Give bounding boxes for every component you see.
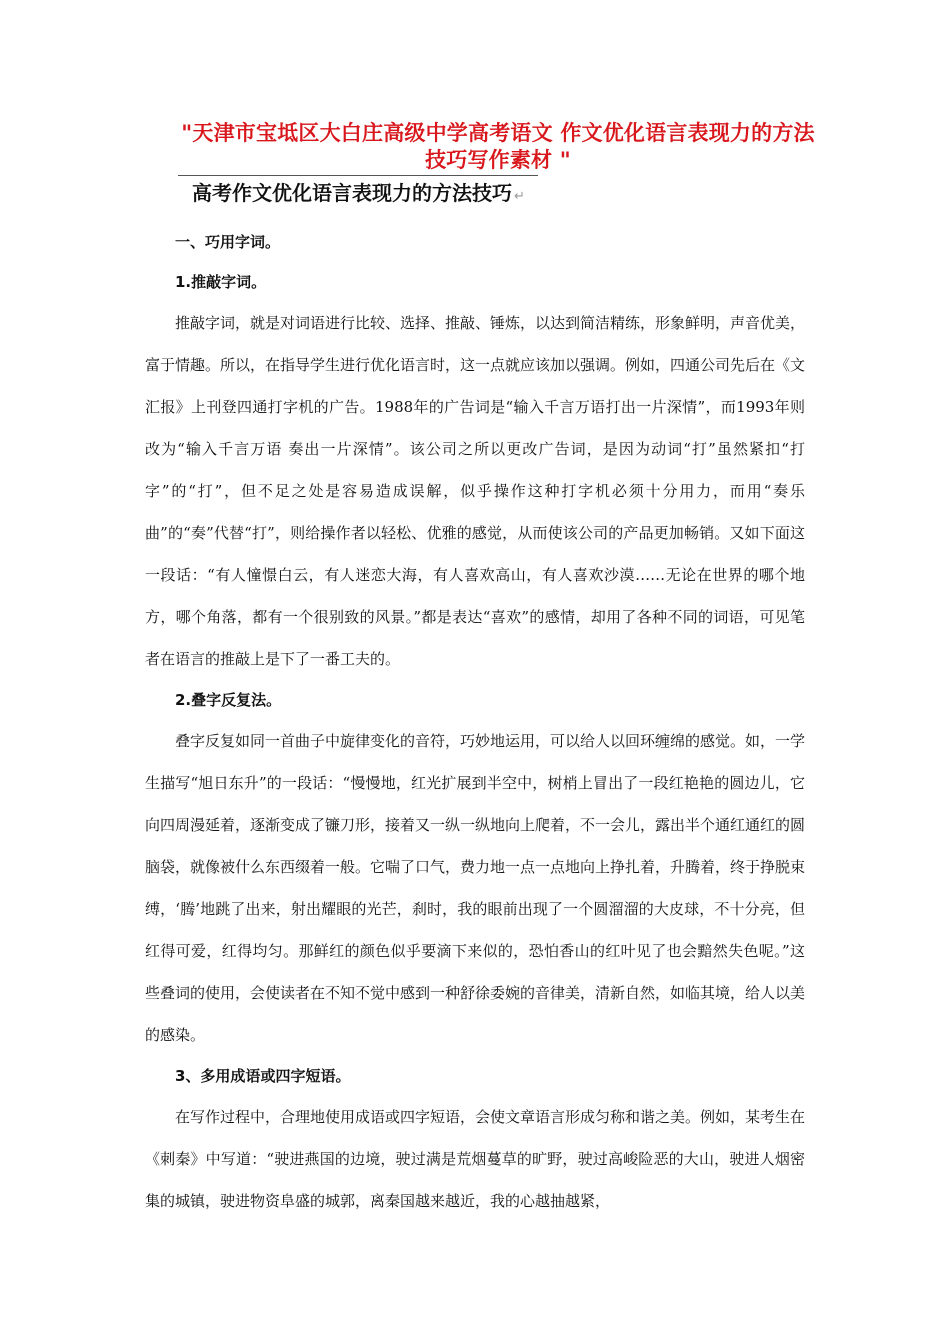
paragraph-2: 叠字反复如同一首曲子中旋律变化的音符，巧妙地运用，可以给人以回环缠绵的感觉。如，一学生描写“旭日东升”的一段话：“慢慢地，红光扩展到半空中，树梢上冒出了一段红艳艳的圆边儿，它向四周漫延着，逐渐变成了镰刀形，接着又一纵一纵地向上爬着，不一会儿，露出半个通红通红的圆脑袋，就像被什么东西缀着一般。它喘了口气，费力地一点一点地向上挣扎着，升腾着，终于挣脱束缚，‘腾’地跳了出来，射出耀眼的光芒，刹时，我的眼前出现了一个圆溜溜的大皮球，不十分亮，但红得可爱，红得均匀。那鲜红的颜色似乎要滴下来似的，恐怕香山的红叶见了也会黯然失色呢。”这些叠词的使用，会使读者在不知不觉中感到一种舒徐委婉的音律美，清新自然，如临其境，给人以美的感染。	[145, 732, 806, 1044]
title-underline	[178, 175, 538, 176]
document-title: "天津市宝坻区大白庄高级中学高考语文 作文优化语言表现力的方法技巧写作素材 "	[181, 121, 815, 172]
subtitle-text: 高考作文优化语言表现力的方法技巧	[192, 181, 512, 205]
subsection-heading-2: 2.叠字反复法。	[175, 691, 282, 709]
paragraph-1: 推敲字词，就是对词语进行比较、选择、推敲、锤炼，以达到简洁精练，形象鲜明，声音优美，富于情趣。所以，在指导学生进行优化语言时，这一点就应该加以强调。例如，四通公司先后在《文汇报》上刊登四通打字机的广告。1988年的广告词是“输入千言万语打出一片深情”，而1993年则改为“输入千言万语 奏出一片深情”。该公司之所以更改广告词，是因为动词“打”虽然紧扣“打字”的“打”，但不足之处是容易造成误解，似乎操作这种打字机必须十分用力，而用“奏乐曲”的“奏”代替“打”，则给操作者以轻松、优雅的感觉，从而使该公司的产品更加畅销。又如下面这一段话：“有人憧憬白云，有人迷恋大海，有人喜欢高山，有人喜欢沙漠……无论在世界的哪个地方，哪个角落，都有一个很别致的风景。”都是表达“喜欢”的感情，却用了各种不同的词语，可见笔者在语言的推敲上是下了一番工夫的。	[145, 314, 806, 668]
section-heading: 一、巧用字词。	[175, 233, 281, 251]
paragraph-mark-icon: ↵	[514, 189, 525, 204]
paragraph-3: 在写作过程中，合理地使用成语或四字短语，会使文章语言形成匀称和谐之美。例如，某考生在《刺秦》中写道：“驶进燕国的边境，驶过满是荒烟蔓草的旷野，驶过高峻险恶的大山，驶进人烟密集的城镇，驶进物资阜盛的城郭，离秦国越来越近，我的心越抽越紧，	[145, 1108, 806, 1210]
subsection-heading-3: 3、多用成语或四字短语。	[175, 1067, 351, 1085]
document-subtitle	[192, 178, 525, 212]
subsection-heading-1: 1.推敲字词。	[175, 273, 267, 291]
document-body	[145, 222, 805, 1222]
